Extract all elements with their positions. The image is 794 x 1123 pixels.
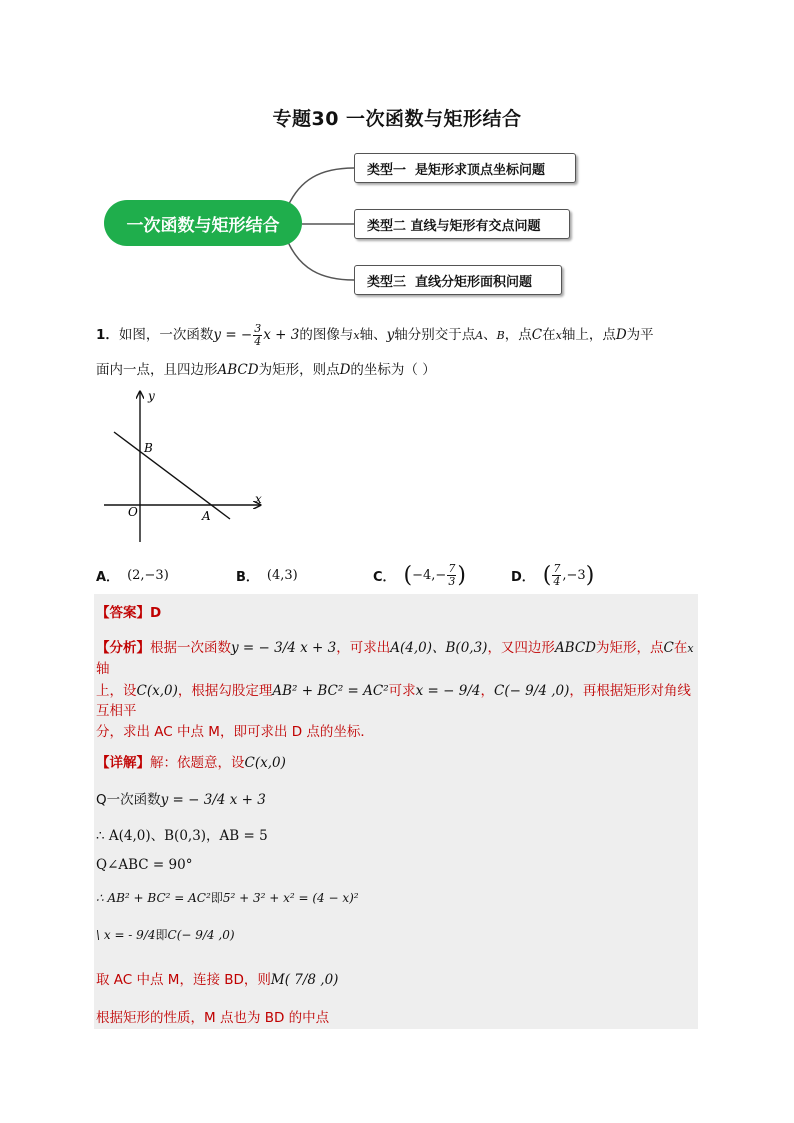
- detail-text: Q一次函数: [96, 792, 161, 808]
- detail-line-3: ∴ A(4,0)、B(0,3)，AB = 5: [96, 828, 268, 844]
- coordinate-figure: [100, 388, 270, 548]
- question-text: ，点: [504, 327, 532, 343]
- page-title: 专题30 一次函数与矩形结合: [272, 108, 522, 130]
- detail-equation: ∴ AB² + BC² = AC²: [96, 891, 211, 905]
- question-text: 面内一点，且四边形: [96, 362, 218, 378]
- fraction-denominator: 3: [448, 574, 456, 588]
- detail-text: 解：依题意，设: [150, 755, 245, 771]
- analysis-line-1: [96, 638, 696, 679]
- analysis-x-value: x = − 9/4: [415, 683, 481, 699]
- option-value: −4,−: [412, 567, 447, 583]
- option-letter: C．: [373, 569, 396, 585]
- function-rhs: x + 3: [263, 327, 300, 343]
- option-fraction: [552, 563, 561, 588]
- option-value: (4,3): [266, 567, 298, 583]
- y-label: y: [148, 389, 155, 403]
- option-b: [236, 560, 298, 590]
- option-fraction: [447, 563, 456, 588]
- option-value: ,−3: [562, 567, 586, 583]
- pythagorean-equation: AB² + BC² = AC²: [272, 683, 389, 699]
- detail-c-value: C(− 9/4 ,0): [167, 928, 235, 942]
- point-a: A: [475, 329, 484, 342]
- option-d: [511, 560, 594, 590]
- detail-m-value: M( 7/8 ,0): [270, 972, 339, 988]
- mind-map: [0, 0, 794, 320]
- quadrilateral-abcd: ABCD: [217, 362, 259, 378]
- question-text: 为平: [626, 327, 654, 343]
- question-line-1: [96, 318, 698, 353]
- detail-text: 即: [210, 891, 223, 905]
- analysis-text: ，可求出: [336, 640, 391, 656]
- point-b-label: B: [144, 441, 153, 455]
- analysis-text: 为矩形，点: [596, 640, 664, 656]
- fraction-numerator: 3: [254, 321, 262, 335]
- mind-map-branch-type-3: 类型三 直线分矩形面积问题: [354, 265, 562, 295]
- question-1: [96, 318, 698, 387]
- option-value: (2,−3): [127, 567, 169, 583]
- answer-value: D: [150, 605, 162, 621]
- option-letter: B．: [236, 569, 259, 585]
- option-letter: D．: [511, 569, 535, 585]
- analysis-text: ，再根据矩形对角线互相平: [96, 683, 691, 719]
- option-c: [373, 560, 466, 590]
- quadrilateral-abcd: ABCD: [554, 640, 597, 656]
- separator: 、: [483, 327, 497, 343]
- detail-equation: 5² + 3² + x² = (4 − x)²: [222, 891, 359, 905]
- x-axis-symbol: x: [555, 329, 562, 342]
- point-d: D: [615, 327, 627, 343]
- detail-text: 取 AC 中点 M，连接 BD，则: [96, 972, 271, 988]
- x-axis-symbol: x: [353, 329, 360, 342]
- detail-text: 即: [155, 928, 168, 942]
- detail-line-7: [96, 968, 696, 988]
- analysis-line-2: [96, 681, 696, 721]
- analysis-text: 轴: [96, 661, 110, 677]
- fraction-numerator: 7: [553, 561, 561, 575]
- mind-map-root: 一次函数与矩形结合: [104, 200, 302, 246]
- analysis-separator: ，: [480, 683, 494, 699]
- fraction-numerator: 7: [448, 561, 456, 575]
- analysis-c-value: C(− 9/4 ,0): [493, 683, 570, 699]
- y-axis-symbol: y: [386, 327, 395, 343]
- mind-map-branch-type-1: 类型一 是矩形求顶点坐标问题: [354, 153, 576, 183]
- answer-options: [96, 560, 698, 590]
- question-line-2: [96, 353, 698, 387]
- detail-line-8: 根据矩形的性质，M 点也为 BD 的中点: [96, 1010, 330, 1026]
- open-paren: (: [542, 562, 552, 588]
- x-axis-symbol: x: [687, 642, 694, 655]
- analysis-text: 上，设: [96, 683, 137, 699]
- detail-line-2: [96, 788, 696, 808]
- point-d: D: [339, 362, 351, 378]
- option-a: [96, 560, 169, 590]
- function-lhs: y = −: [213, 327, 253, 343]
- analysis-text: 可求: [388, 683, 416, 699]
- fraction-denominator: 4: [254, 334, 262, 348]
- analysis-line-3: 分，求出 AC 中点 M，即可求出 D 点的坐标．: [96, 724, 374, 740]
- detail-label: 【详解】: [96, 755, 150, 771]
- question-number: 1．: [96, 327, 119, 343]
- point-b: B: [496, 329, 505, 342]
- question-text: 在: [542, 327, 556, 343]
- analysis-points: A(4,0)、B(0,3): [390, 640, 488, 656]
- question-text: 为矩形，则点: [258, 362, 340, 378]
- origin-label: O: [128, 505, 138, 519]
- close-paren: ): [585, 562, 595, 588]
- detail-c-coord: C(x,0): [244, 755, 286, 771]
- analysis-function: y = − 3/4 x + 3: [231, 640, 337, 656]
- analysis-text: 在: [673, 640, 688, 656]
- question-text: 轴上，点: [561, 327, 616, 343]
- fraction-denominator: 4: [553, 574, 561, 588]
- question-text: 轴、: [359, 327, 387, 343]
- function-fraction: [253, 323, 262, 348]
- answer-line: [96, 601, 696, 621]
- detail-x-value: \ x = - 9/4: [96, 928, 156, 942]
- question-text: 轴分别交于点: [394, 327, 476, 343]
- open-paren: (: [403, 562, 413, 588]
- detail-line-1: [96, 751, 696, 771]
- question-text: 的坐标为（ ）: [350, 362, 436, 378]
- question-text: 的图像与: [299, 327, 354, 343]
- answer-label: 【答案】: [96, 605, 150, 621]
- analysis-text: ，根据勾股定理: [177, 683, 273, 699]
- option-letter: A．: [96, 569, 120, 585]
- detail-line-4: Q∠ABC = 90°: [96, 857, 193, 873]
- mind-map-branch-type-2: 类型二 直线与矩形有交点问题: [354, 209, 570, 239]
- detail-line-6: [96, 926, 696, 943]
- detail-line-5: [96, 889, 696, 906]
- close-paren: ): [457, 562, 466, 588]
- analysis-c-coord: C(x,0): [136, 683, 178, 699]
- analysis-label: 【分析】: [96, 640, 150, 656]
- point-c: C: [663, 640, 674, 656]
- point-a-label: A: [202, 509, 211, 523]
- x-label: x: [255, 492, 262, 506]
- analysis-text: ，又四边形: [487, 640, 555, 656]
- analysis-text: 根据一次函数: [150, 640, 231, 656]
- point-c: C: [531, 327, 543, 343]
- detail-function: y = − 3/4 x + 3: [160, 792, 266, 808]
- question-text: 如图，一次函数: [118, 327, 214, 343]
